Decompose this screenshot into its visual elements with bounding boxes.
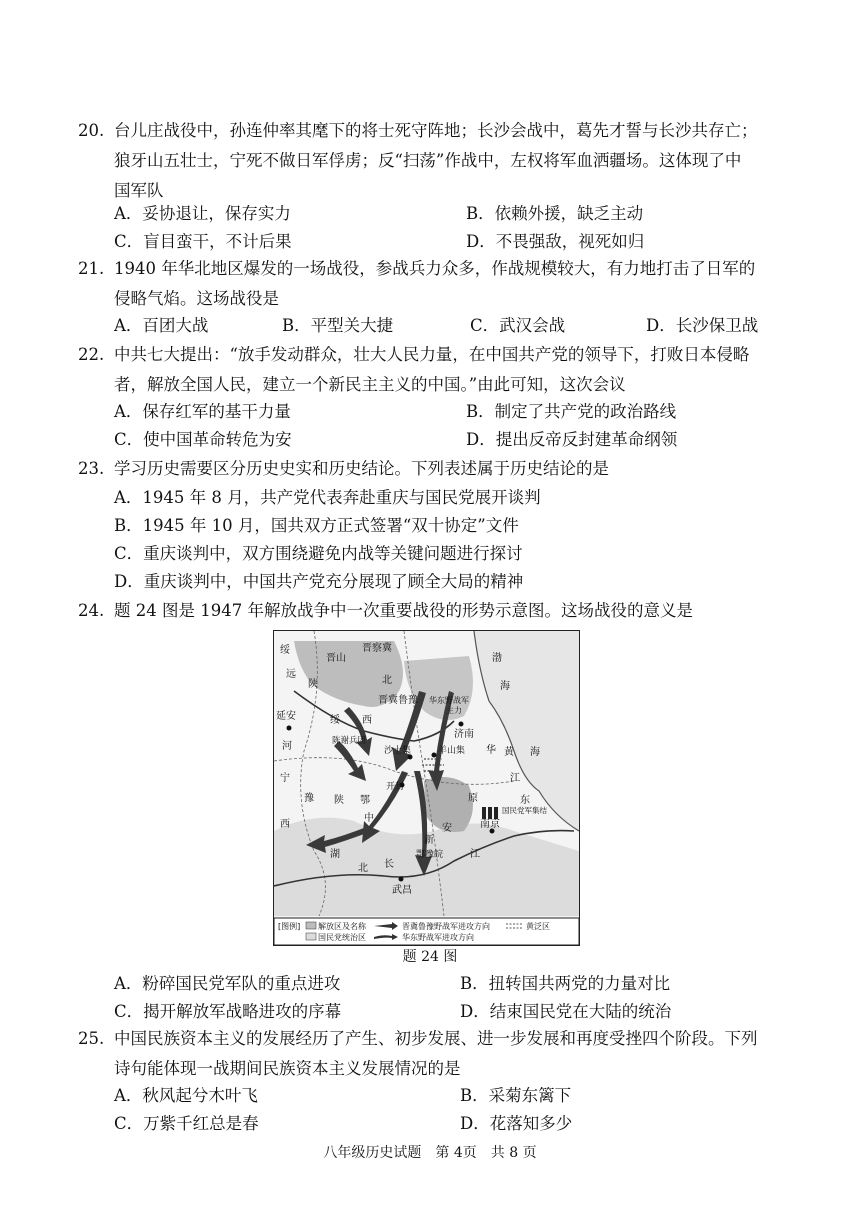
question-text: 狼牙山五壮士，宁死不做日军俘虏；反“扫荡”作战中，左权将军血洒疆场。这体现了中 bbox=[114, 151, 742, 170]
map-label: 晋冀鲁豫 bbox=[378, 695, 418, 706]
map-label: 江 bbox=[470, 849, 480, 860]
map-label: 海 bbox=[530, 747, 540, 758]
question-text: 中国民族资本主义的发展经历了产生、初步发展、进一步发展和再度受挫四个阶段。下列 bbox=[114, 1029, 758, 1048]
option[interactable]: D．结束国民党在大陆的统治 bbox=[460, 1002, 672, 1021]
option[interactable]: D．不畏强敌，视死如归 bbox=[466, 232, 645, 251]
map-label: 晋察冀 bbox=[362, 643, 392, 654]
map-label: 国民党军集结 bbox=[502, 806, 547, 815]
question-number: 25. bbox=[78, 1029, 105, 1048]
question-text: 国军队 bbox=[114, 181, 164, 200]
map-legend bbox=[274, 918, 579, 945]
map-label: 陕 bbox=[308, 679, 318, 690]
map-label: 华东野战军 bbox=[429, 696, 469, 705]
question-number: 24. bbox=[78, 601, 105, 620]
map-label: 绥 bbox=[330, 715, 340, 726]
legend-title: [图例] bbox=[278, 922, 301, 931]
option[interactable]: D．提出反帝反封建革命纲领 bbox=[466, 430, 678, 449]
map-label: 济南 bbox=[454, 729, 474, 740]
question-text: 诗句能体现一战期间民族资本主义发展情况的是 bbox=[114, 1059, 461, 1078]
map-label: 中 bbox=[364, 813, 374, 824]
page-footer: 八年级历史试题 第 4页 共 8 页 bbox=[323, 1145, 537, 1161]
option[interactable]: C．武汉会战 bbox=[470, 316, 566, 335]
map-label: 新 bbox=[424, 835, 434, 846]
map-label: 远 bbox=[286, 669, 296, 680]
map-label: 西 bbox=[362, 715, 372, 726]
map-label: 延安 bbox=[276, 711, 296, 722]
map-label: 主力 bbox=[446, 706, 462, 715]
option[interactable]: A．1945 年 8 月，共产党代表奔赴重庆与国民党展开谈判 bbox=[114, 488, 541, 507]
option[interactable]: A．百团大战 bbox=[114, 316, 209, 335]
map-label: 鄂 bbox=[360, 795, 370, 806]
map-label: 陕 bbox=[334, 795, 344, 806]
map-label: 东 bbox=[520, 795, 530, 806]
map-label: 沙土集 bbox=[384, 746, 412, 756]
option[interactable]: B．平型关大捷 bbox=[282, 316, 394, 335]
question-23 bbox=[78, 454, 798, 484]
option[interactable]: C．揭开解放军战略进攻的序幕 bbox=[114, 1002, 342, 1021]
legend-item: 国民党统治区 bbox=[318, 933, 366, 942]
option[interactable]: C．重庆谈判中，双方围绕避免内战等关键问题进行探讨 bbox=[114, 544, 523, 563]
option[interactable]: A．保存红军的基干力量 bbox=[114, 402, 291, 421]
map-label: 北 bbox=[358, 863, 368, 874]
map-label: 华 bbox=[486, 745, 496, 756]
map-label: 长 bbox=[384, 859, 394, 870]
question-text: 1940 年华北地区爆发的一场战役，参战兵力众多，作战规模较大，有力地打击了日军的 bbox=[114, 259, 756, 278]
map-label: 豫 bbox=[304, 793, 314, 804]
option[interactable]: B．依赖外援，缺乏主动 bbox=[466, 204, 644, 223]
map-label: 湖 bbox=[330, 849, 340, 860]
question-20 bbox=[78, 116, 798, 206]
map-label: 开封 bbox=[386, 782, 405, 792]
question-24 bbox=[78, 596, 798, 626]
legend-item: 黄泛区 bbox=[526, 922, 550, 931]
flood-area bbox=[422, 759, 444, 771]
option[interactable]: C．使中国革命转危为安 bbox=[114, 430, 292, 449]
question-25 bbox=[78, 1024, 798, 1084]
legend-item: 晋冀鲁豫野战军进攻方向 bbox=[402, 922, 490, 931]
map-label: 陈谢兵团 bbox=[332, 736, 367, 746]
question-22 bbox=[78, 340, 798, 400]
option[interactable]: B．制定了共产党的政治路线 bbox=[466, 402, 677, 421]
map-label: 绥 bbox=[280, 645, 290, 656]
option[interactable]: B．采菊东篱下 bbox=[460, 1086, 572, 1105]
battle-map bbox=[274, 631, 579, 945]
question-text: 题 24 图是 1947 年解放战争中一次重要战役的形势示意图。这场战役的意义是 bbox=[114, 601, 693, 620]
kmt-gathering-marker bbox=[482, 807, 498, 819]
map-label: 晋山 bbox=[326, 653, 346, 664]
question-number: 21. bbox=[78, 259, 105, 278]
question-text: 侵略气焰。这场战役是 bbox=[114, 289, 279, 308]
map-label: 海 bbox=[500, 681, 510, 692]
map-label: 原 bbox=[468, 793, 478, 804]
option[interactable]: A．粉碎国民党军队的重点进攻 bbox=[114, 974, 341, 993]
map-label: 渤 bbox=[492, 653, 502, 664]
map-label: 羊山集 bbox=[438, 746, 466, 756]
option[interactable]: C．万紫千红总是春 bbox=[114, 1114, 259, 1133]
map-label: 黄 bbox=[504, 747, 514, 758]
question-number: 22. bbox=[78, 345, 105, 364]
legend-item: 华东野战军进攻方向 bbox=[402, 933, 474, 942]
figure-caption: 题 24 图 bbox=[402, 949, 458, 965]
option[interactable]: A．秋风起兮木叶飞 bbox=[114, 1086, 258, 1105]
border-line bbox=[274, 758, 514, 785]
map-label: 安 bbox=[442, 823, 452, 834]
map-label: 南京 bbox=[480, 819, 500, 830]
map-label: 西 bbox=[280, 819, 290, 830]
option[interactable]: A．妥协退让，保存实力 bbox=[114, 204, 291, 223]
option[interactable]: D．长沙保卫战 bbox=[646, 316, 759, 335]
question-text: 台儿庄战役中，孙连仲率其麾下的将士死守阵地；长沙会战中，葛先才誓与长沙共存亡； bbox=[114, 121, 758, 140]
option[interactable]: D．花落知多少 bbox=[460, 1114, 573, 1133]
legend-item: 解放区及名称 bbox=[318, 922, 366, 931]
map-label: 武昌 bbox=[392, 885, 412, 896]
option[interactable]: D．重庆谈判中，中国共产党充分展现了顾全大局的精神 bbox=[114, 572, 524, 591]
option[interactable]: B．1945 年 10 月，国共双方正式签署“双十协定”文件 bbox=[114, 516, 519, 535]
battle-map-figure bbox=[273, 630, 580, 946]
map-label: 江 bbox=[510, 773, 520, 784]
option[interactable]: B．扭转国共两党的力量对比 bbox=[460, 974, 671, 993]
question-text: 学习历史需要区分历史史实和历史结论。下列表述属于历史结论的是 bbox=[114, 459, 609, 478]
map-label: 鄂豫皖 bbox=[416, 850, 444, 860]
question-text: 中共七大提出：“放手发动群众，壮大人民力量，在中国共产党的领导下，打败日本侵略 bbox=[114, 345, 750, 364]
question-21 bbox=[78, 254, 798, 314]
map-label: 北 bbox=[382, 675, 392, 686]
question-number: 23. bbox=[78, 459, 105, 478]
map-label: 河 bbox=[282, 741, 292, 752]
option[interactable]: C．盲目蛮干，不计后果 bbox=[114, 232, 292, 251]
question-number: 20. bbox=[78, 121, 105, 140]
question-text: 者，解放全国人民，建立一个新民主主义的中国。”由此可知，这次会议 bbox=[114, 375, 626, 394]
map-label: 宁 bbox=[280, 773, 290, 784]
